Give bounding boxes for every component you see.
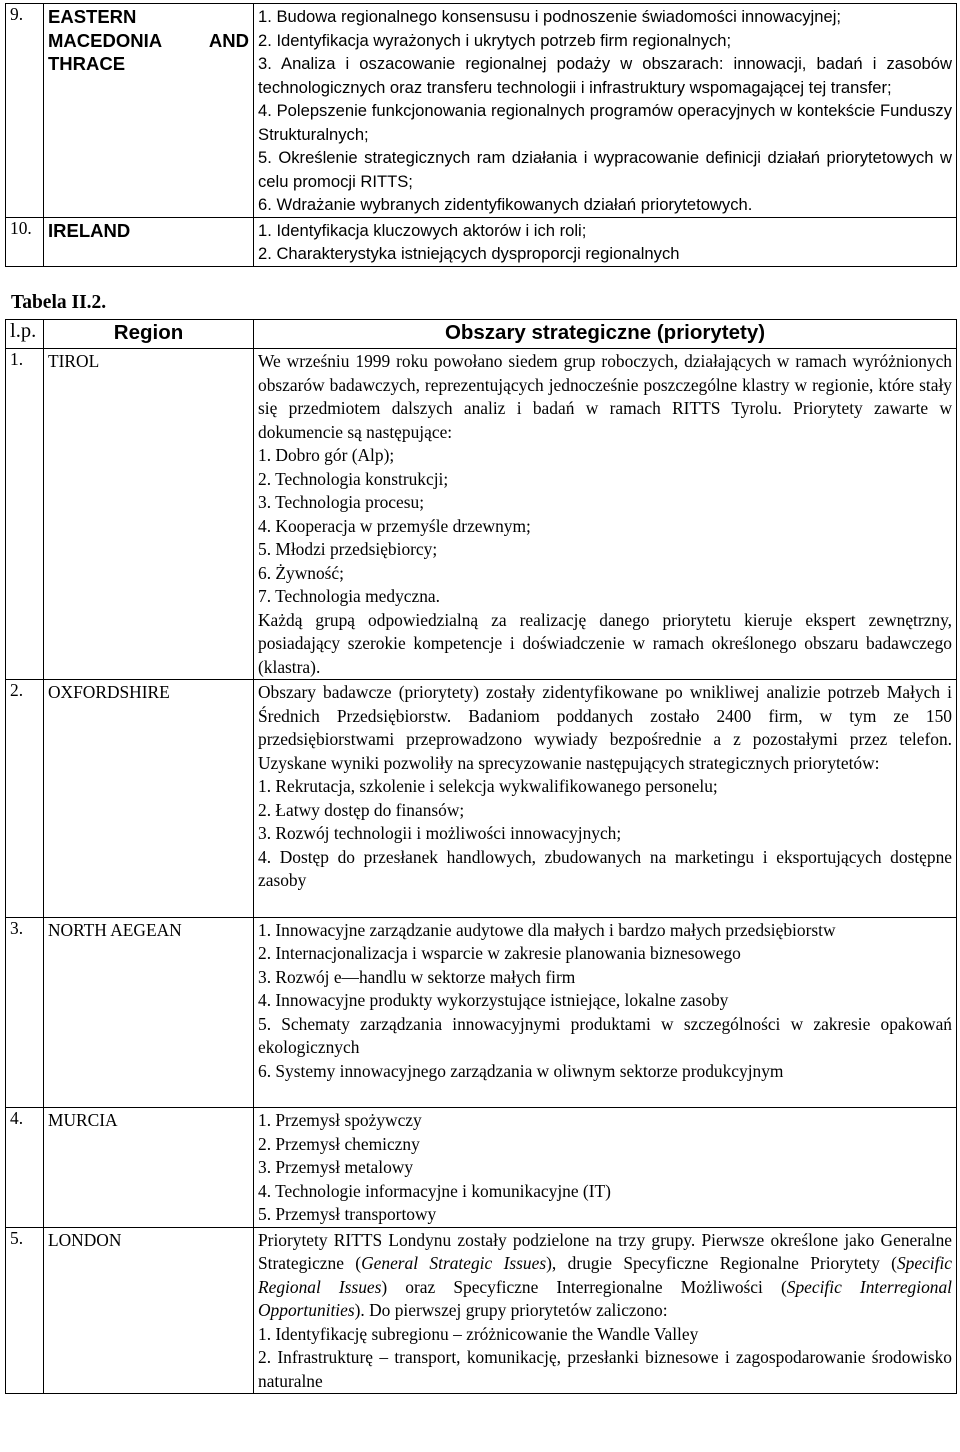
regions-table-continued — [5, 3, 957, 267]
region-line: EASTERN — [48, 6, 137, 27]
strategic-areas-table — [5, 319, 957, 1394]
list-item: 1. Przemysł spożywczy — [258, 1110, 422, 1130]
list-item: 1. Dobro gór (Alp); — [258, 445, 395, 465]
region-name: NORTH AEGEAN — [44, 917, 254, 1108]
region-name: LONDON — [44, 1227, 254, 1394]
table-row — [6, 217, 957, 266]
list-item: 3. Przemysł metalowy — [258, 1157, 414, 1177]
list-item: 6. Systemy innowacyjnego zarządzania w oliwnym sektorze produkcyjnym — [258, 1060, 784, 1081]
priorities-text — [254, 349, 957, 680]
list-item: 3. Rozwój technologii i możliwości innowacyjnych; — [258, 823, 622, 843]
header-region: Region — [44, 320, 254, 349]
priorities-text — [254, 680, 957, 918]
header-areas: Obszary strategiczne (priorytety) — [254, 320, 957, 349]
list-item: 3. Technologia procesu; — [258, 492, 425, 512]
list-item: 6. Wdrażanie wybranych zidentyfikowanych działań priorytetowych. — [258, 195, 753, 214]
region-word: AND — [208, 29, 249, 51]
list-item: 4. Kooperacja w przemyśle drzewnym; — [258, 515, 531, 536]
text-run: ). Do pierwszej grupy priorytetów zaliczono: — [354, 1300, 668, 1320]
list-item: 2. Technologia konstrukcji; — [258, 468, 449, 489]
region-name: MURCIA — [44, 1108, 254, 1228]
list-item: 7. Technologia medyczna. — [258, 586, 440, 606]
list-item: 1. Rekrutacja, szkolenie i selekcja wykwalifikowanego personelu; — [258, 776, 718, 796]
list-item: 4. Innowacyjne produkty wykorzystujące istniejące, lokalne zasoby — [258, 990, 729, 1010]
italic-term: General Strategic Issues — [361, 1253, 547, 1273]
text-run: ) oraz Specyficzne Interregionalne Możliwości ( — [381, 1276, 787, 1297]
list-item: 2. Infrastrukturę – transport, komunikację, przesłanki biznesowe i zagospodarowanie środowisko naturalne — [258, 1347, 952, 1391]
list-item: 5. Przemysł transportowy — [258, 1204, 437, 1224]
table-caption: Tabela II.2. — [11, 292, 107, 313]
table-row — [6, 917, 957, 1108]
list-item: 1. Identyfikację subregionu – zróżnicowanie the Wandle Valley — [258, 1323, 699, 1344]
list-item: 3. Rozwój e—handlu w sektorze małych firm — [258, 966, 576, 987]
region-name — [44, 4, 254, 218]
region-name: OXFORDSHIRE — [44, 680, 254, 918]
region-line: THRACE — [48, 53, 126, 74]
list-item: 1. Identyfikacja kluczowych aktorów i ich roli; — [258, 220, 587, 240]
list-item: 5. Młodzi przedsiębiorcy; — [258, 539, 438, 559]
region-line — [48, 29, 249, 53]
row-number: 4. — [6, 1108, 44, 1228]
list-item: 2. Charakterystyka istniejących dysproporcji regionalnych — [258, 244, 680, 263]
row-number: 5. — [6, 1227, 44, 1394]
table-row — [6, 4, 957, 218]
region-word: MACEDONIA — [48, 29, 163, 51]
table-row — [6, 1227, 957, 1394]
row-number: 3. — [6, 917, 44, 1108]
paragraph: Każdą grupą odpowiedzialną za realizację danego priorytetu kieruje ekspert zewnętrzny, posiadający szerokie kompetencje i doświadczenie w ramach określonego obszaru badawczego (klastra). — [258, 609, 952, 677]
list-item: 5. Określenie strategicznych ram działania i wypracowanie definicji działań priorytetowych w celu promocji RITTS; — [258, 148, 952, 191]
list-item: 1. Innowacyjne zarządzanie audytowe dla małych i bardzo małych przedsiębiorstw — [258, 919, 836, 940]
table-header-row — [6, 320, 957, 349]
list-item: 2. Internacjonalizacja i wsparcie w zakresie planowania biznesowego — [258, 943, 741, 963]
list-item: 5. Schematy zarządzania innowacyjnymi produktami w szczególności w zakresie opakowań ekologicznych — [258, 1013, 952, 1057]
list-item: 4. Dostęp do przesłanek handlowych, zbudowanych na marketingu i eksportujących dostępne zasoby — [258, 846, 952, 890]
text-run: ), drugie Specyficzne Regionalne Priorytety ( — [546, 1253, 897, 1273]
list-item: 4. Technologie informacyjne i komunikacyjne (IT) — [258, 1180, 611, 1201]
priorities-text — [254, 917, 957, 1108]
list-item: 2. Identyfikacja wyrażonych i ukrytych potrzeb firm regionalnych; — [258, 30, 732, 50]
priorities-text — [254, 1108, 957, 1228]
list-item: 6. Żywność; — [258, 562, 344, 583]
list-item: 3. Analiza i oszacowanie regionalnej podaży w obszarach: innowacji, badań i zasobów technologicznych oraz transferu technologii i infrastruktury wspomagającej tej transfer; — [258, 54, 952, 97]
priorities-list — [254, 4, 957, 218]
list-item: 2. Łatwy dostęp do finansów; — [258, 799, 465, 820]
priorities-text — [254, 1227, 957, 1394]
paragraph: Obszary badawcze (priorytety) zostały zidentyfikowane po wnikliwej analizie potrzeb Małych i Średnich Przedsiębiorstw. Badaniom poddanych zostało 2400 firm, w tym ze 150 przedsiębiorstwami przeprowadzono wywiady bezpośrednie a z pozostałymi przez telefon. Uzyskane wyniki pozwoliły na sprecyzowanie następujących strategicznych priorytetów: — [258, 682, 952, 773]
region-name: TIROL — [44, 349, 254, 680]
row-number: 1. — [6, 349, 44, 680]
text-run: Priorytety RITTS Londynu zostały podzielone na trzy grupy. Pierwsze określone jako Generalne Strategiczne ( — [258, 1229, 952, 1273]
priorities-list — [254, 217, 957, 266]
table-row — [6, 1108, 957, 1228]
list-item: 2. Przemysł chemiczny — [258, 1133, 420, 1154]
region-name: IRELAND — [44, 217, 254, 266]
italic-term: Specific Interregional Opportunities — [258, 1276, 952, 1320]
row-number: 2. — [6, 680, 44, 918]
paragraph — [258, 1229, 952, 1323]
row-number: 9. — [6, 4, 44, 218]
header-lp: l.p. — [6, 320, 44, 349]
list-item: 4. Polepszenie funkcjonowania regionalnych programów operacyjnych w kontekście Funduszy Strukturalnych; — [258, 101, 952, 144]
italic-term: Specific Regional Issues — [258, 1253, 952, 1297]
table-row — [6, 680, 957, 918]
row-number: 10. — [6, 217, 44, 266]
paragraph: We wrześniu 1999 roku powołano siedem grup roboczych, działających w ramach wyróżnionych obszarów badawczych, reprezentujących jednocześnie poszczególne klastry w regionie, które stały się przedmiotem dalszych analiz i badań w ramach RITTS Tyrolu. Priorytety zawarte w dokumencie są następujące: — [258, 351, 952, 442]
table-row — [6, 349, 957, 680]
list-item: 1. Budowa regionalnego konsensusu i podnoszenie świadomości innowacyjnej; — [258, 7, 841, 26]
